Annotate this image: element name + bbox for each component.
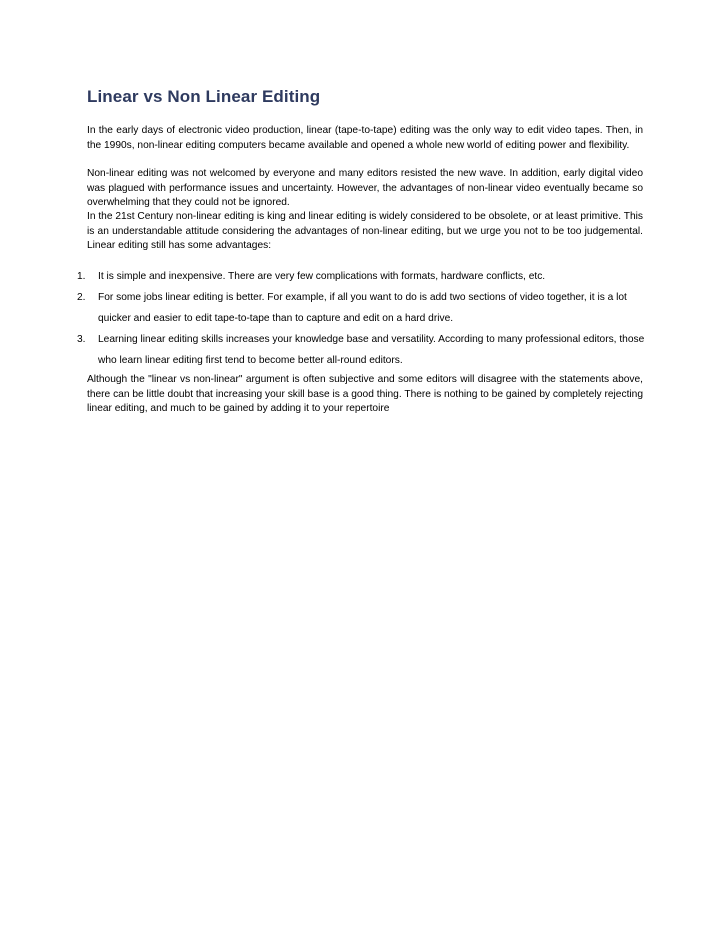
list-text: It is simple and inexpensive. There are very few complications with formats, hardware conflicts, etc.	[98, 271, 546, 282]
list-text: Learning linear editing skills increases your knowledge base and versatility. According to many professional editors, those who learn linear editing first tend to become better all-round editors.	[98, 334, 645, 366]
list-number: 2.	[77, 292, 86, 303]
list-text: For some jobs linear editing is better. For example, if all you want to do is add two sections of video together, it is a lot quicker and easier to edit tape-to-tape than to capture and edit on a hard drive.	[98, 292, 627, 324]
list-item	[60, 287, 660, 329]
intro-paragraph: In the early days of electronic video production, linear (tape-to-tape) editing was the only way to edit video tapes. Then, in the 1990s, non-linear editing computers became available and opened a whole new world of editing power and flexibility.	[87, 125, 643, 151]
list-number: 3.	[77, 334, 86, 345]
list-item	[60, 266, 660, 287]
list-number: 1.	[77, 271, 86, 282]
document-title: Linear vs Non Linear Editing	[87, 87, 321, 106]
modern-paragraph: In the 21st Century non-linear editing is king and linear editing is widely considered to be obsolete, or at least primitive. This is an understandable attitude considering the advantages of non-linear editing, but we urge you not to be too judgemental. Linear editing still has some advantages:	[87, 211, 643, 251]
list-item	[60, 329, 660, 371]
advantages-list	[60, 266, 660, 371]
history-paragraph: Non-linear editing was not welcomed by everyone and many editors resisted the new wave. In addition, early digital video was plagued with performance issues and uncertainty. However, the advantages of non-linear video eventually became so overwhelming that they could not be ignored.	[87, 168, 643, 208]
closing-paragraph: Although the "linear vs non-linear" argument is often subjective and some editors will disagree with the statements above, there can be little doubt that increasing your skill base is a good thing. There is nothing to be gained by completely rejecting linear editing, and much to be gained by adding it to your repertoire	[87, 374, 643, 414]
